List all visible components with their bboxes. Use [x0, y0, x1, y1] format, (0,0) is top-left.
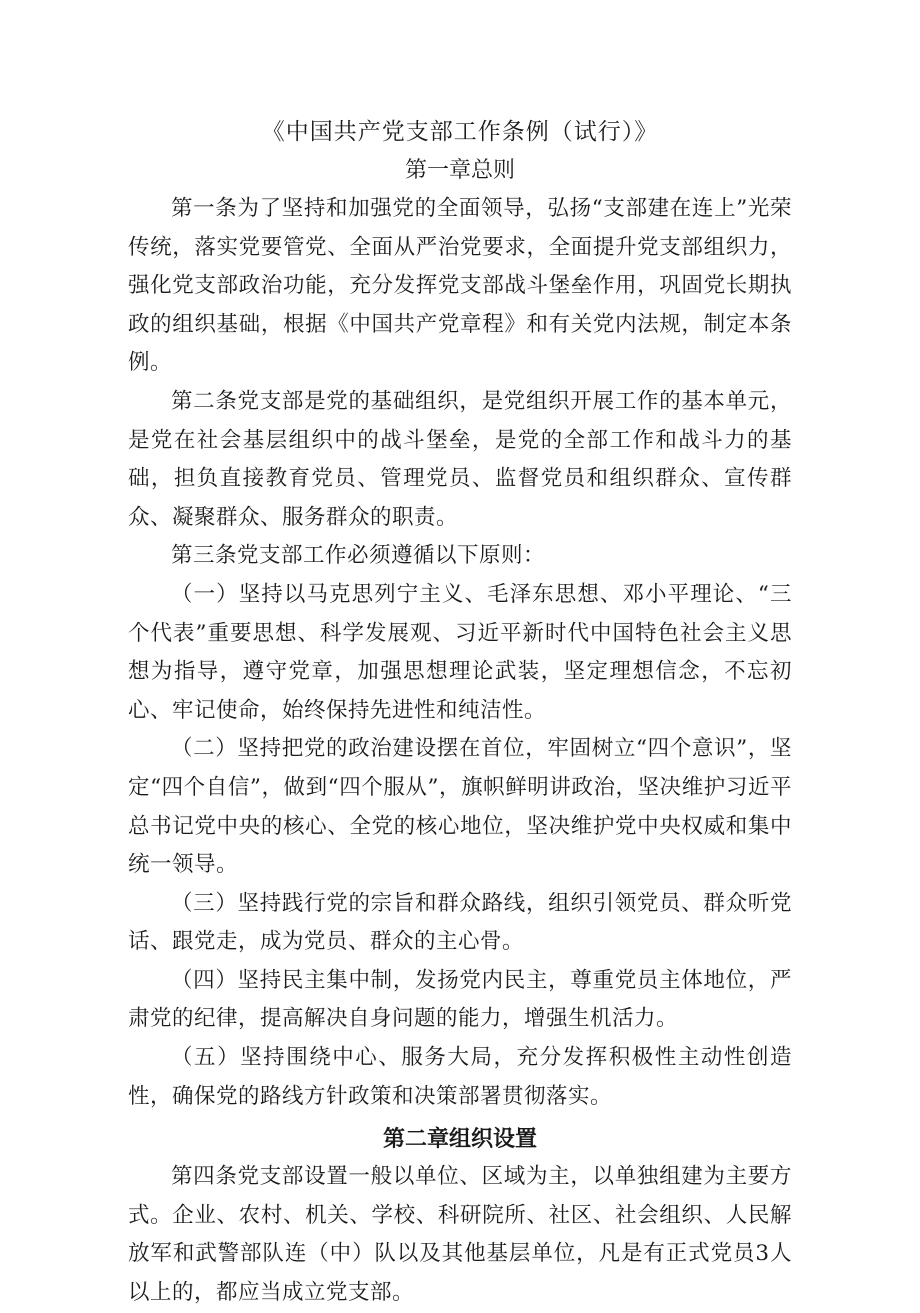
article-2: 第二条党支部是党的基础组织，是党组织开展工作的基本单元，是党在社会基层组织中的战斗堡垒，是党的全部工作和战斗力的基础，担负直接教育党员、管理党员、监督党员和组织群众、宣传群众、凝聚群众、服务群众的职责。 — [128, 388, 792, 530]
document-title: 《中国共产党支部工作条例（试行）》 — [261, 119, 659, 145]
chapter-2-heading: 第二章组织设置 — [382, 1126, 537, 1153]
article-3: 第三条党支部工作必须遵循以下原则： — [171, 543, 546, 569]
principle-3: （三）坚持践行党的宗旨和群众路线，组织引领党员、群众听党话、跟党走，成为党员、群众的主心骨。 — [128, 890, 792, 955]
principle-1: （一）坚持以马克思列宁主义、毛泽东思想、邓小平理论、“三个代表”重要思想、科学发展观、习近平新时代中国特色社会主义思想为指导，遵守党章，加强思想理论武装，坚定理想信念，不忘初心、牢记使命，始终保持先进性和纯洁性。 — [128, 581, 792, 723]
article-4: 第四条党支部设置一般以单位、区域为主，以单独组建为主要方式。企业、农村、机关、学校、科研院所、社区、社会组织、人民解放军和武警部队连（中）队以及其他基层单位，凡是有正式党员3人以上的，都应当成立党支部。 — [128, 1164, 792, 1306]
principle-2: （二）坚持把党的政治建设摆在首位，牢固树立“四个意识”，坚定“四个自信”，做到“四个服从”，旗帜鲜明讲政治，坚决维护习近平总书记党中央的核心、全党的核心地位，坚决维护党中央权威和集中统一领导。 — [128, 736, 792, 878]
principle-5: （五）坚持围绕中心、服务大局，充分发挥积极性主动性创造性，确保党的路线方针政策和决策部署贯彻落实。 — [128, 1045, 792, 1109]
document-body — [128, 112, 792, 1313]
article-1: 第一条为了坚持和加强党的全面领导，弘扬“支部建在连上”光荣传统，落实党要管党、全面从严治党要求，全面提升党支部组织力，强化党支部政治功能，充分发挥党支部战斗堡垒作用，巩固党长期执政的组织基础，根据《中国共产党章程》和有关党内法规，制定本条例。 — [128, 196, 792, 376]
principle-4: （四）坚持民主集中制，发扬党内民主，尊重党员主体地位，严肃党的纪律，提高解决自身问题的能力，增强生机活力。 — [128, 967, 792, 1032]
chapter-1-heading: 第一章总则 — [404, 158, 515, 183]
